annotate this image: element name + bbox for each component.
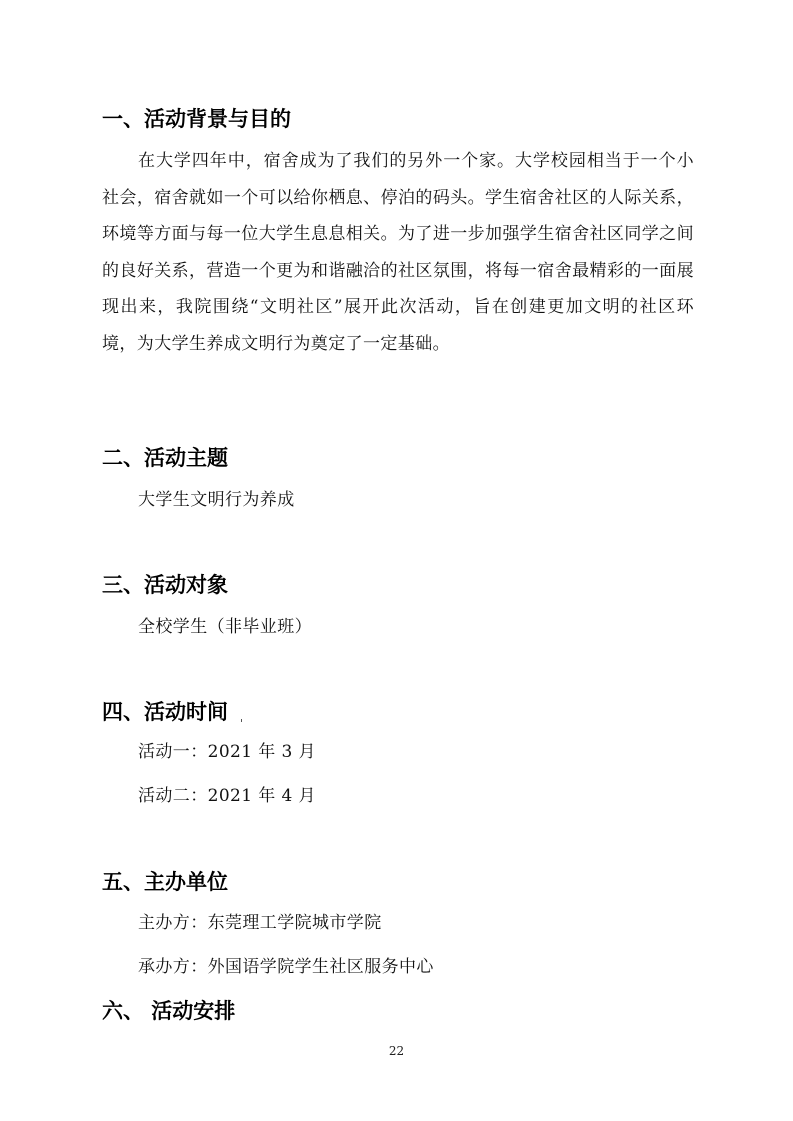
section-heading-time: 四、活动时间	[102, 700, 228, 724]
time-item-1: 活动一：2021 年 3 月	[138, 742, 316, 762]
stray-mark	[241, 719, 242, 722]
section-heading-background: 一、活动背景与目的	[102, 107, 291, 131]
audience-item: 全校学生（非毕业班）	[138, 617, 312, 637]
theme-item: 大学生文明行为养成	[138, 490, 295, 510]
section-heading-audience: 三、活动对象	[102, 573, 228, 597]
page-number: 22	[388, 1044, 405, 1058]
section-heading-theme: 二、活动主题	[102, 446, 228, 470]
section-heading-schedule: 六、 活动安排	[102, 999, 236, 1023]
section-paragraph-background: 在大学四年中，宿舍成为了我们的另外一个家。大学校园相当于一个小社会，宿舍就如一个可以给你栖息、停泊的码头。学生宿舍社区的人际关系，环境等方面与每一位大学生息息相关。为了进一步加强学生宿舍社区同学之间的良好关系，营造一个更为和谐融洽的社区氛围，将每一宿舍最精彩的一面展现出来，我院围绕“文明社区”展开此次活动，旨在创建更加文明的社区环境，为大学生养成文明行为奠定了一定基础。	[102, 151, 694, 354]
organizer-item-undertaker: 承办方：外国语学院学生社区服务中心	[138, 957, 434, 977]
time-item-2: 活动二：2021 年 4 月	[138, 786, 316, 806]
organizer-item-host: 主办方：东莞理工学院城市学院	[138, 913, 382, 933]
section-heading-organizer: 五、主办单位	[102, 870, 228, 894]
